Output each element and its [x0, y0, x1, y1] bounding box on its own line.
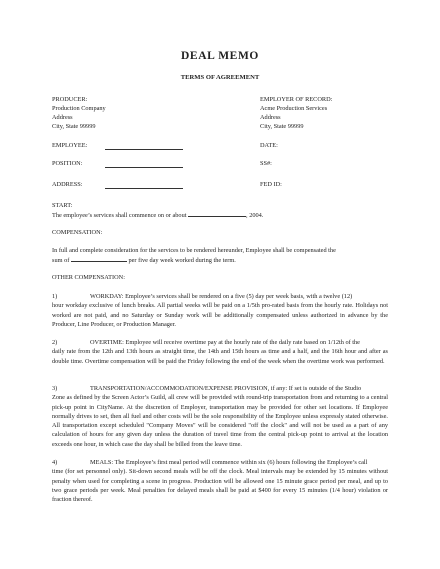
start-text: The employee’s services shall commence on or about: [52, 212, 187, 219]
section-number: 1): [52, 293, 58, 300]
fed-id-label: FED ID:: [260, 181, 282, 188]
section-body: Zone as defined by the Screen Actor’s Guild, all crew will be provided with round-trip transportation from and returning to a central pick-up point in CityName. At the discretion of Employer, transportation may be provided for other set locations. If Employee normally drives to set, then all fuel and other costs will be the sole responsibility of the Employee unless expressly stated otherwise. All transportation except scheduled "Company Moves" will be considered "off the clock" and will not be used as a part of any calculation of hours for any given day unless the duration of travel time from the central pick-up point to arrival at the location exceeds one hour, in which case the day shall be billed from the leave time.: [52, 394, 388, 448]
start-year: , 2004.: [246, 212, 264, 219]
compensation-line-1: In full and complete consideration for the services to be rendered hereunder, Employee shall be compensated the: [52, 247, 336, 254]
employer-company: Acme Production Services: [260, 105, 328, 112]
section-first-text: Employee will receive overtime pay at the hourly rate of the daily rate based on 1/12th of the: [125, 339, 360, 346]
compensation-sum-blank[interactable]: [71, 255, 127, 262]
start-date-blank[interactable]: [188, 210, 246, 217]
section-meals-first-line: [52, 458, 388, 467]
employer-address: Address: [260, 114, 281, 121]
section-number: 4): [52, 459, 58, 466]
section-first-text: Employee’s services shall be rendered on a five (5) day per week basis, with a twelve (12): [125, 293, 353, 300]
section-body: time (for set personnel only). Sit-down second meals will be off the clock. Meal intervals may be extended by 15 minutes without penalty when used for completing a scene in progress. Production will be allowed one 15 minute grace period per meal, and up to two grace periods per week. Meal penalties for delayed meals shall be paid at $400 for every 15 minutes (1/4 hour) violation or fraction thereof.: [52, 468, 388, 504]
section-transportation: [52, 384, 388, 449]
section-name: TRANSPORTATION/ACCOMMODATION/EXPENSE PROVISION,: [90, 385, 270, 392]
section-workday: [52, 292, 388, 329]
producer-label: PRODUCER:: [52, 96, 88, 103]
address-label: ADDRESS:: [52, 181, 83, 188]
compensation-label: COMPENSATION:: [52, 229, 103, 236]
section-transportation-first-line: [52, 384, 388, 393]
section-name: OVERTIME:: [90, 339, 124, 346]
section-workday-first-line: [52, 292, 388, 301]
section-overtime-first-line: [52, 338, 388, 347]
producer-address: Address: [52, 114, 73, 121]
position-label: POSITION:: [52, 160, 83, 167]
address-blank[interactable]: [105, 182, 183, 189]
producer-city: City, State 99999: [52, 123, 96, 130]
compensation-sum-text: sum of: [52, 257, 70, 264]
document-subtitle: TERMS OF AGREEMENT: [180, 74, 260, 81]
section-number: 3): [52, 385, 58, 392]
section-body: hour workday exclusive of lunch breaks. All partial weeks will be paid on a 1/5th pro-rated basis from the hourly rate. Holidays not worked are not paid, and no Saturday or Sunday work will be additionally compensated unless authorized in advance by the Producer, Line Producer, or Production Manager.: [52, 302, 388, 328]
section-name: MEALS:: [90, 459, 114, 466]
section-meals: [52, 458, 388, 504]
compensation-line-2: [52, 255, 236, 265]
compensation-term-text: per five day week worked during the term.: [128, 257, 236, 264]
start-label: START:: [52, 202, 73, 209]
section-overtime: [52, 338, 388, 366]
employee-blank[interactable]: [105, 143, 183, 150]
section-name: WORKDAY:: [90, 293, 124, 300]
other-compensation-label: OTHER COMPENSATION:: [52, 274, 125, 281]
section-first-text: if any: If set is outside of the Studio: [270, 385, 362, 392]
employee-label: EMPLOYEE:: [52, 142, 88, 149]
position-blank[interactable]: [105, 161, 183, 168]
producer-company: Production Company: [52, 105, 106, 112]
section-body: daily rate from the 12th and 13th hours as straight time, the 14th and 15th hours as time and a half, and the 16th hour and after as double time. Overtime compensation will be paid the Friday following the end of the week when the overtime work was performed.: [52, 348, 388, 365]
employer-city: City, State 99999: [260, 123, 304, 130]
section-number: 2): [52, 339, 58, 346]
date-label: DATE:: [260, 142, 278, 149]
employer-label: EMPLOYER OF RECORD:: [260, 96, 333, 103]
document-title: DEAL MEMO: [181, 50, 259, 62]
section-first-text: The Employee’s first meal period will commence within six (6) hours following the Employee’s call: [114, 459, 368, 466]
start-line: [52, 210, 263, 220]
ssn-label: SS#:: [260, 160, 272, 167]
